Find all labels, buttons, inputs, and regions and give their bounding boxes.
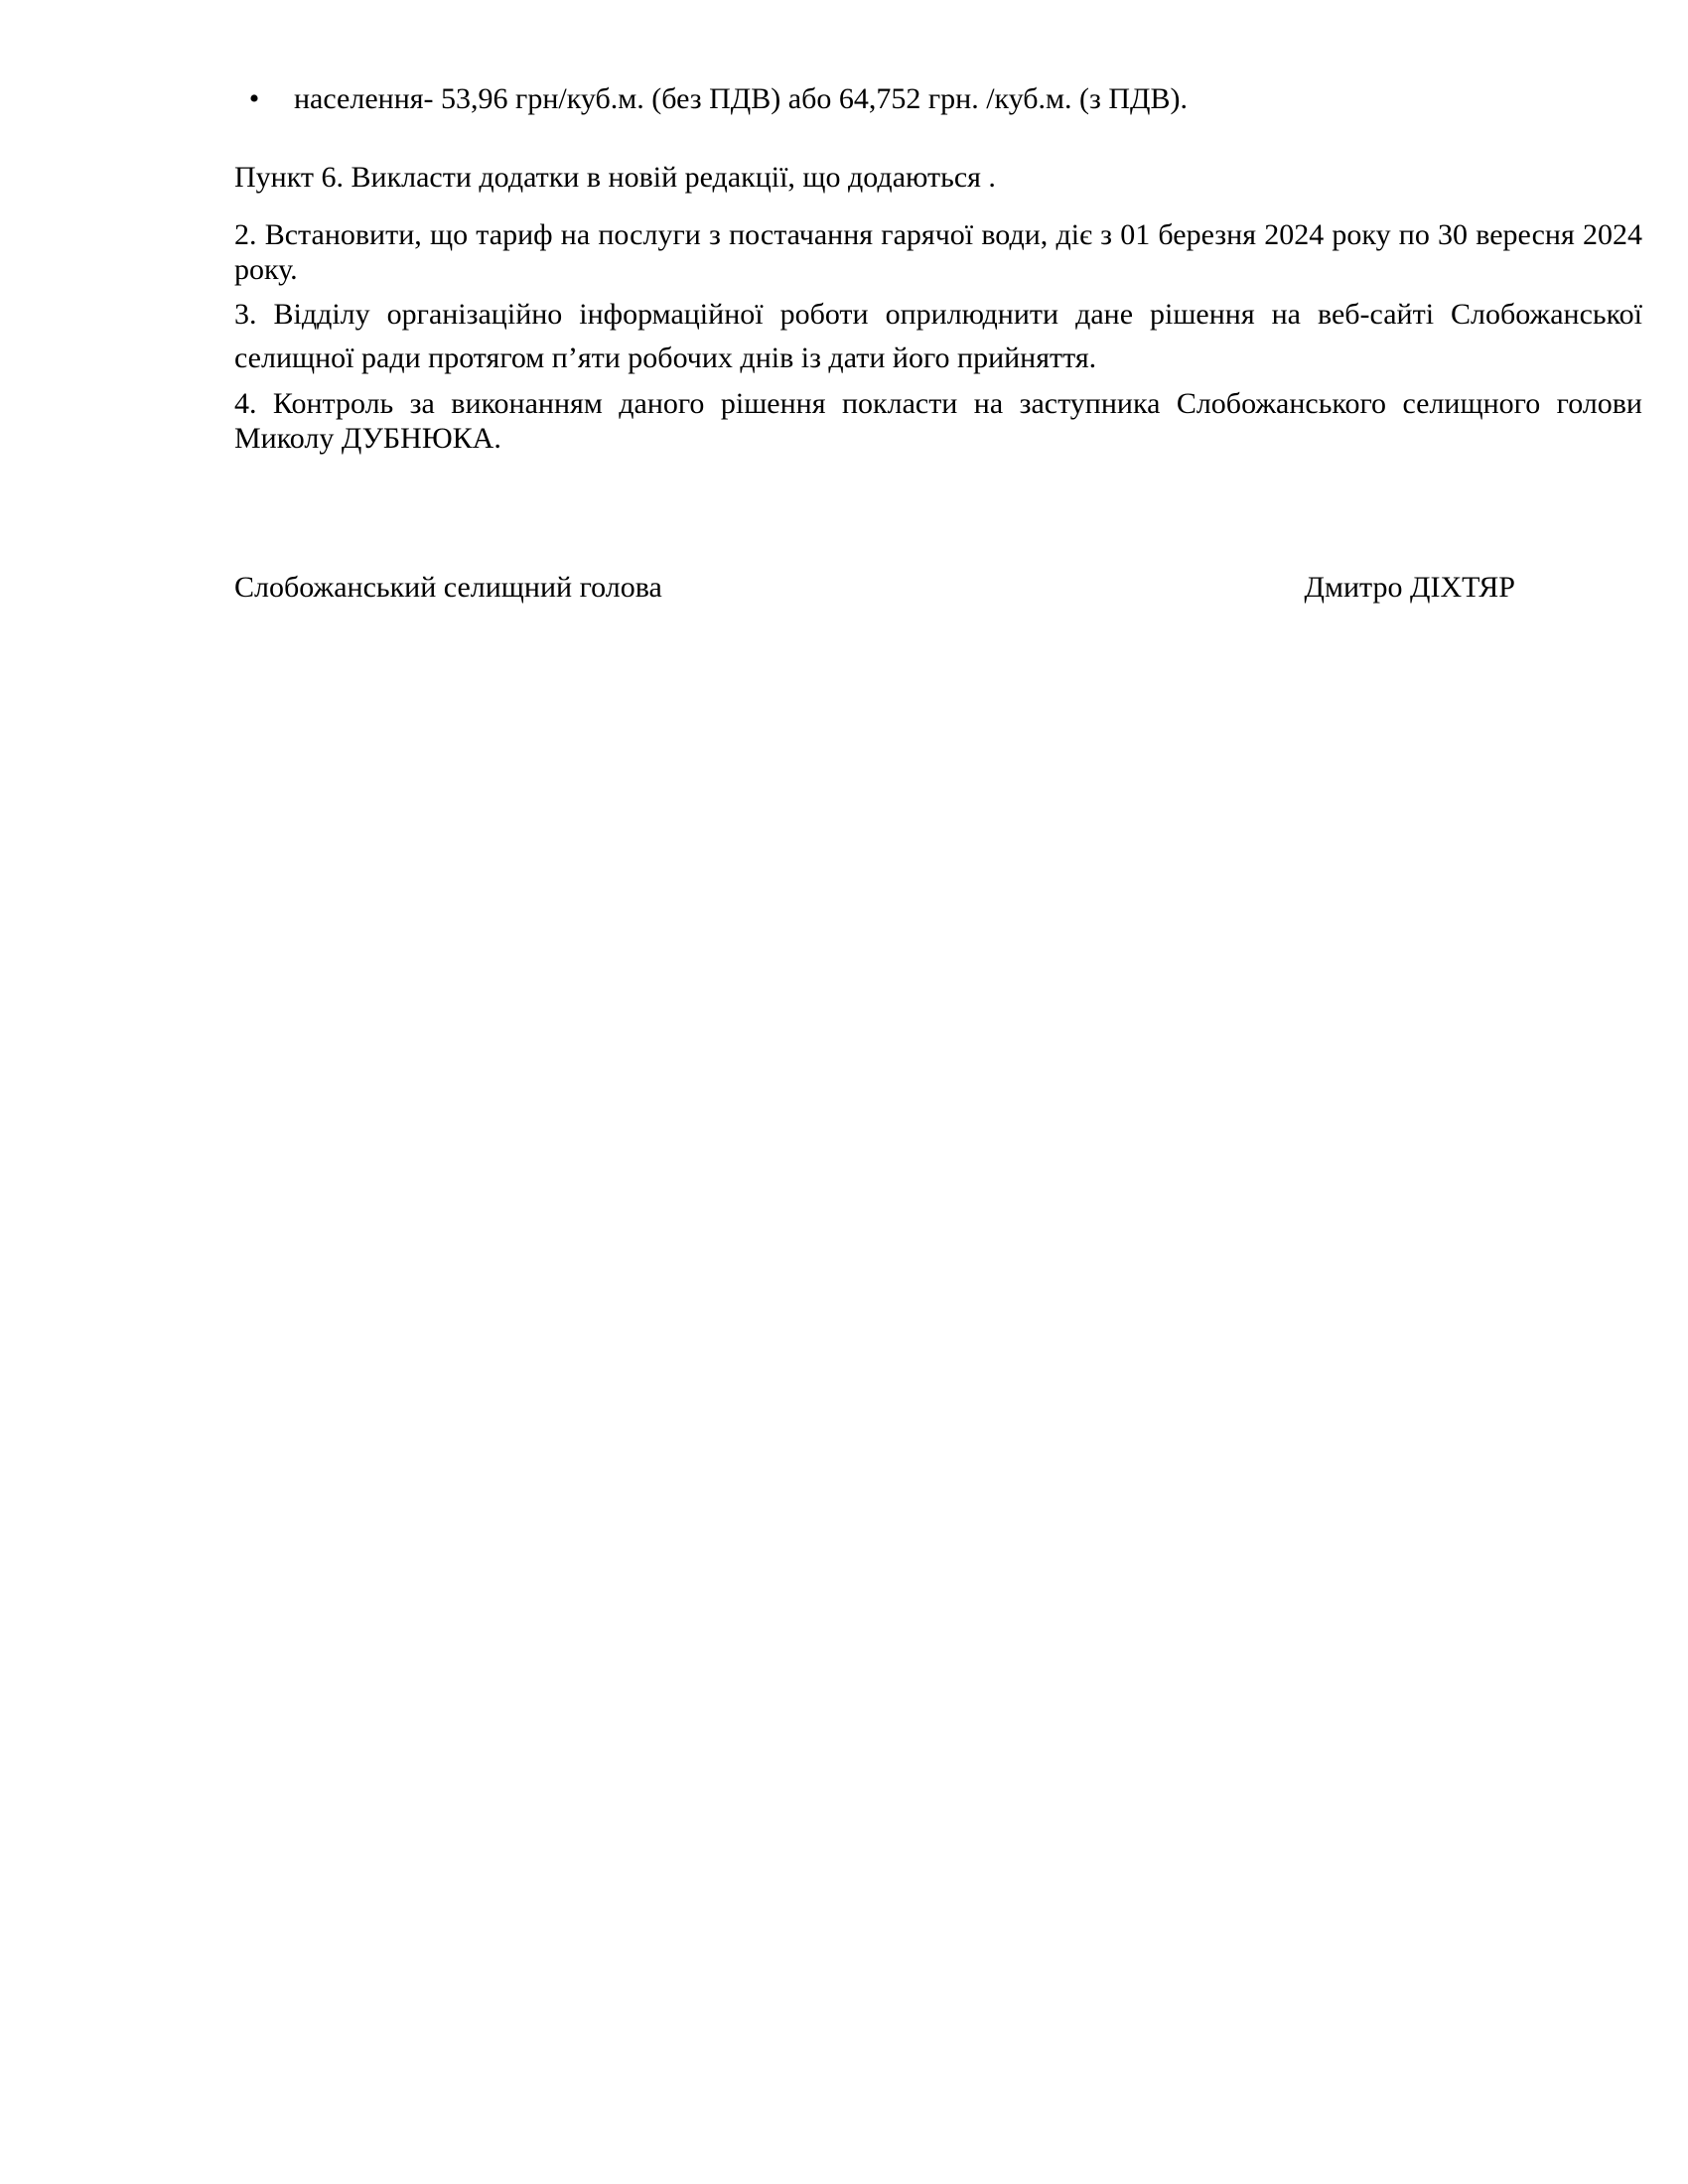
signature-name: Дмитро ДІХТЯР	[1304, 571, 1515, 604]
tariff-bullet-text: населення- 53,96 грн/куб.м. (без ПДВ) або 64,752 грн. /куб.м. (з ПДВ).	[294, 82, 1189, 115]
signature-position: Слобожанський селищний голова	[234, 571, 662, 604]
paragraph-item-4: 4. Контроль за виконанням даного рішення покласти на заступника Слобожанського селищного голови Миколу ДУБНЮКА.	[234, 387, 1642, 455]
document-body	[234, 81, 1642, 456]
paragraph-item-3: 3. Відділу організаційно інформаційної роботи оприлюднити дане рішення на веб-сайті Слобожанської селищної ради протягом п’яти робочих днів із дати його прийняття.	[234, 298, 1642, 374]
paragraph-item-2: 2. Встановити, що тариф на послуги з постачання гарячої води, діє з 01 березня 2024 року по 30 вересня 2024 року.	[234, 218, 1642, 286]
paragraph-punkt-6: Пункт 6. Викласти додатки в новій редакції, що додаються .	[234, 161, 996, 194]
tariff-bullet-item	[234, 81, 1642, 116]
signature-block	[234, 570, 1515, 605]
bullet-icon: •	[248, 82, 260, 115]
